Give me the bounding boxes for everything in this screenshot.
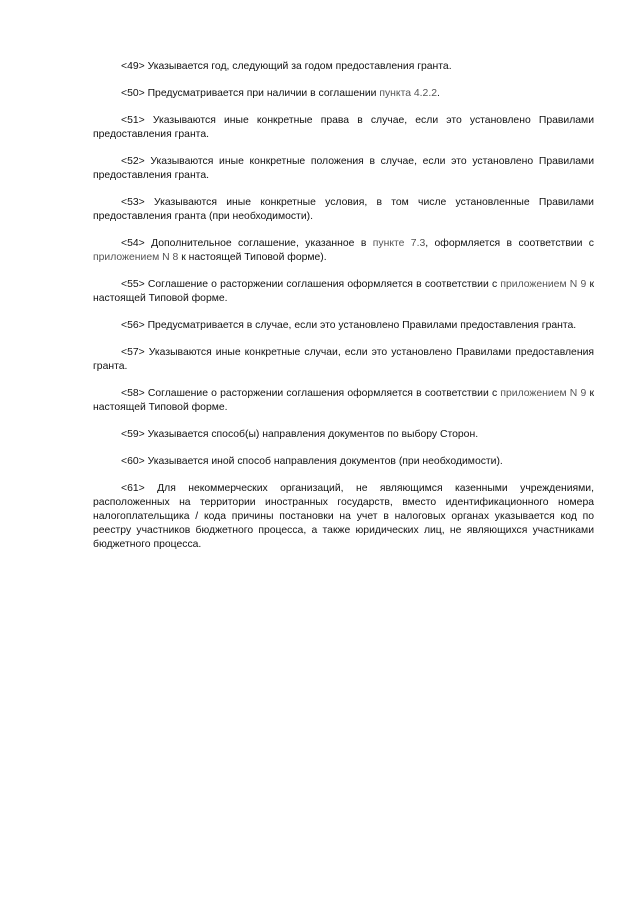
footnote-52 bbox=[93, 155, 594, 183]
footnote-text: к настоящей Типовой форме. bbox=[93, 279, 594, 304]
footnote-text: <56> Предусматривается в случае, если это установлено Правилами предоставления гранта. bbox=[121, 320, 577, 331]
footnote-57 bbox=[93, 346, 594, 374]
footnote-60 bbox=[93, 455, 594, 469]
footnote-text: <49> Указывается год, следующий за годом предоставления гранта. bbox=[121, 61, 452, 72]
appendix-link[interactable]: приложением N 9 bbox=[500, 388, 587, 399]
footnote-61 bbox=[93, 482, 594, 552]
footnote-text: <61> Для некоммерческих организаций, не являющимся казенными учреждениями, расположенных на территории иностранных государств, вместо идентификационного номера налогоплательщика / кода причины постановки на учет в налоговых органах указывается код по реестру участников бюджетного процесса, а также юридических лиц, не являющихся участниками бюджетного процесса. bbox=[93, 483, 594, 550]
footnote-text: <59> Указывается способ(ы) направления документов по выбору Сторон. bbox=[121, 429, 479, 440]
footnote-text: <51> Указываются иные конкретные права в случае, если это установлено Правилами предоставления гранта. bbox=[93, 115, 594, 140]
footnote-text: <52> Указываются иные конкретные положения в случае, если это установлено Правилами предоставления гранта. bbox=[93, 156, 594, 181]
appendix-link[interactable]: приложением N 8 bbox=[93, 252, 179, 263]
footnote-text: <58> Соглашение о расторжении соглашения оформляется в соответствии с bbox=[121, 388, 501, 399]
footnote-59 bbox=[93, 428, 594, 442]
footnotes-page bbox=[93, 60, 594, 552]
footnote-53 bbox=[93, 196, 594, 224]
footnote-text: <60> Указывается иной способ направления документов (при необходимости). bbox=[121, 456, 503, 467]
footnote-text: к настоящей Типовой форме. bbox=[93, 388, 594, 413]
appendix-link[interactable]: приложением N 9 bbox=[500, 279, 587, 290]
footnote-text: . bbox=[437, 88, 440, 99]
footnote-text: <55> Соглашение о расторжении соглашения оформляется в соответствии с bbox=[121, 279, 501, 290]
footnote-text: <53> Указываются иные конкретные условия, в том числе установленные Правилами предоставления гранта (при необходимости). bbox=[93, 197, 594, 222]
footnote-51 bbox=[93, 114, 594, 142]
clause-link[interactable]: пункте 7.3 bbox=[372, 238, 426, 249]
footnote-text: <57> Указываются иные конкретные случаи, если это установлено Правилами предоставления гранта. bbox=[93, 347, 594, 372]
footnote-text: , оформляется в соответствии с bbox=[425, 238, 594, 249]
footnote-50 bbox=[93, 87, 594, 101]
footnote-55 bbox=[93, 278, 594, 306]
footnote-58 bbox=[93, 387, 594, 415]
footnote-54 bbox=[93, 237, 594, 265]
clause-link[interactable]: пункта 4.2.2 bbox=[379, 88, 438, 99]
footnote-text: <54> Дополнительное соглашение, указанное в bbox=[121, 238, 373, 249]
footnote-49 bbox=[93, 60, 594, 74]
footnote-56 bbox=[93, 319, 594, 333]
footnote-text: <50> Предусматривается при наличии в соглашении bbox=[121, 88, 380, 99]
footnote-text: к настоящей Типовой форме). bbox=[178, 252, 327, 263]
